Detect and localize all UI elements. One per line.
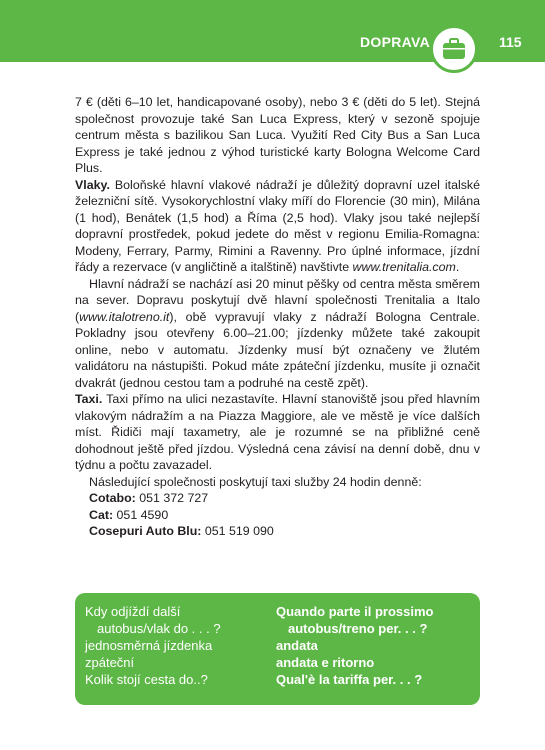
phrase-italian: Quando parte il prossimo (276, 604, 434, 619)
taxi-company (75, 490, 480, 507)
company-phone: 051 4590 (113, 507, 169, 522)
suitcase-icon (440, 35, 468, 63)
paragraph-taxi (75, 391, 480, 474)
phrase-italian: autobus/treno per. . . ? (288, 621, 428, 636)
phrase-box (75, 593, 480, 705)
taxi-company (75, 523, 480, 540)
trains-end: . (455, 260, 460, 274)
trains-text: Boloňské hlavní vlakové nádraží je důležitý dopravní uzel italské železniční sítě. Vysokorychlostní vlaky míří do Florencie (30 min), Milána (1 hod), Benátek (1,5 hod) a Říma (2,5 hod). Vlaky jsou také nejlepší dopravní prostředek, pokud jedete do měst v regionu Emilia-Romagna: Modeny, Ferrary, Parmy, Rimini a Ravenny. Pro úplné informace, jízdní řády a rezervace (v angličtině a italštině) navštivte (75, 177, 480, 274)
phrase-czech: zpáteční (85, 655, 135, 670)
taxi-company (75, 507, 480, 524)
phrase-italian: andata (276, 638, 318, 653)
taxi-intro: Následující společnosti poskytují taxi služby 24 hodin denně: (89, 474, 422, 489)
phrase-italian: Qual'è la tariffa per. . . ? (276, 672, 423, 687)
phrase-czech: Kolik stojí cesta do..? (85, 672, 208, 687)
company-name: Cosepuri Auto Blu: (89, 524, 202, 538)
station-text-a: Hlavní nádraží se nachází asi 20 minut pěšky od centra města směrem na sever. Dopravu poskytují dvě hlavní společnosti Trenitalia a Italo ( (75, 276, 480, 324)
company-name: Cotabo: (89, 491, 136, 505)
station-text-b: ), obě vypravují vlaky z nádraží Bologna Centrale. Pokladny jsou otevřeny 6.00–21.00; jízdenky můžete také zakoupit online, nebo v automatu. Jízdenky musí být označeny ve žlutém validátoru na nástupišti. Pokud máte zpáteční jízdenku, musíte ji označit dvakrát (jednou cestou tam a podruhé na cestě zpět). (75, 309, 480, 390)
paragraph-trains (75, 177, 480, 276)
phrase-czech: Kdy odjíždí další (85, 604, 181, 619)
section-badge (430, 25, 478, 73)
company-name: Cat: (89, 507, 114, 522)
company-phone: 051 372 727 (135, 491, 209, 505)
phrase-czech: autobus/vlak do . . . ? (97, 621, 221, 636)
phrase-czech: jednosměrná jízdenka (85, 638, 213, 653)
phrase-italian: andata e ritorno (276, 655, 375, 670)
taxi-text: Taxi přímo na ulici nezastavíte. Hlavní stanoviště jsou před hlavním vlakovým nádražím a na Piazza Maggiore, ale ve městě je více dalších míst. Řidiči mají taxametry, ale je rozumné se na přibližné ceně dohodnout ještě před jízdou. Výsledná cena závisí na denní době, dnu v týdnu a počtu zavazadel. (75, 392, 480, 472)
paragraph-bus: 7 € (děti 6–10 let, handicapované osoby), nebo 3 € (děti do 5 let). Stejná společnost provozuje také San Luca Express, který v sezoně spojuje centrum města s bazilikou San Luca. Využití Red City Bus a San Luca Express je také jednou z výhod turistické karty Bologna Welcome Card Plus. (75, 95, 480, 175)
paragraph-station (75, 276, 480, 392)
trenitalia-link[interactable]: www.trenitalia.com (352, 260, 456, 274)
taxi-heading: Taxi. (75, 392, 103, 406)
phrase-column-czech (85, 603, 265, 688)
trains-heading: Vlaky. (75, 177, 110, 192)
italotreno-link[interactable]: www.italotreno.it (79, 309, 170, 324)
page-number: 115 (499, 34, 522, 50)
section-title: DOPRAVA (360, 34, 431, 50)
company-phone: 051 519 090 (201, 524, 274, 538)
body-text (75, 94, 480, 540)
phrase-column-italian (276, 603, 476, 688)
